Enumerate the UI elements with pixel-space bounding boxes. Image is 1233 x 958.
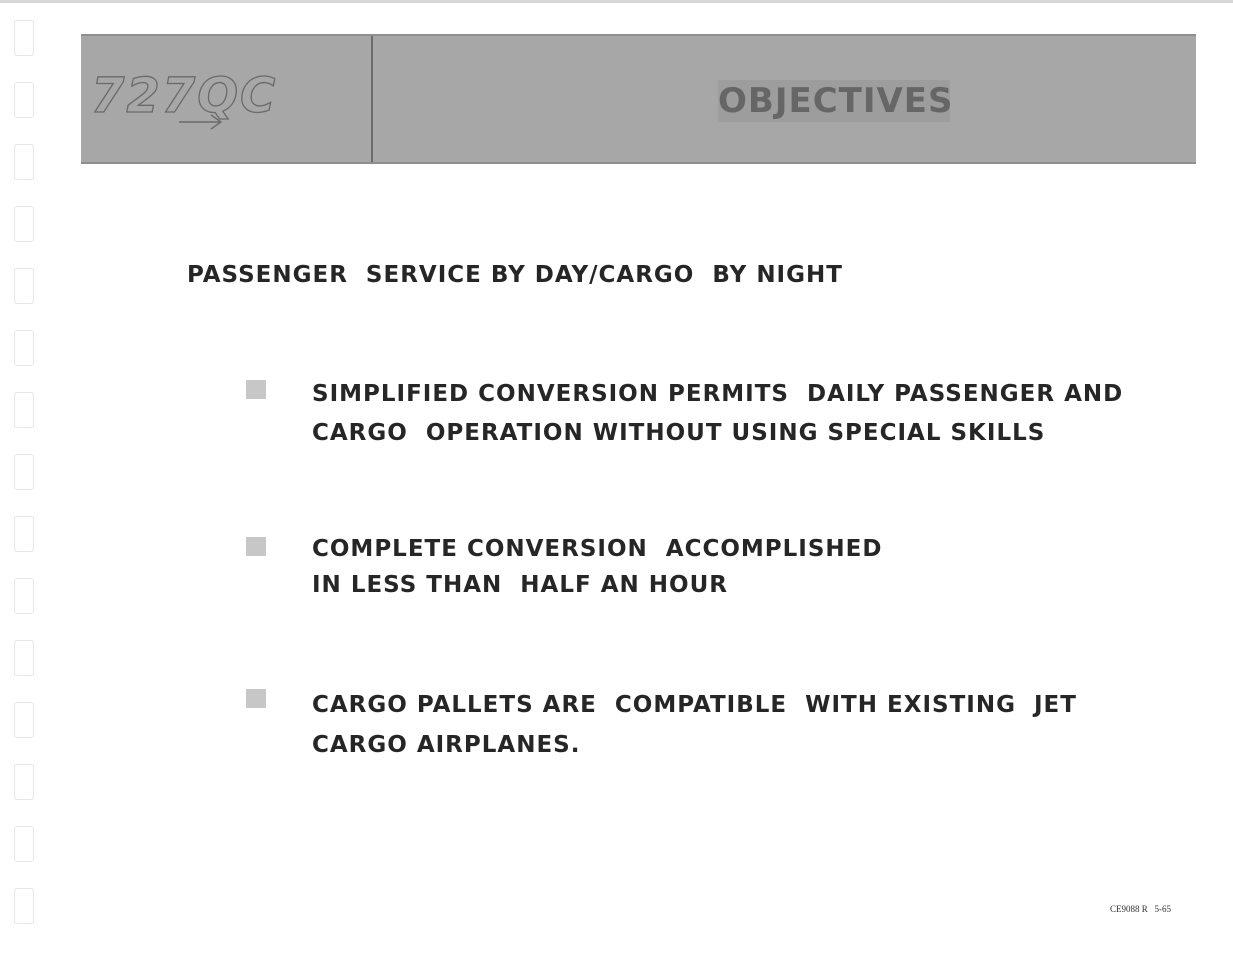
punch-hole: [14, 206, 34, 242]
punch-hole: [14, 826, 34, 862]
punch-hole: [14, 20, 34, 56]
punch-hole: [14, 82, 34, 118]
bullet-line: SIMPLIFIED CONVERSION PERMITS DAILY PASSENGER AND: [312, 381, 1124, 407]
punch-hole: [14, 888, 34, 924]
punch-hole: [14, 516, 34, 552]
header-banner: [81, 34, 1196, 164]
logo-arrow-icon: [91, 66, 356, 136]
logo-text: 727QC: [91, 68, 278, 124]
punch-hole: [14, 268, 34, 304]
punch-hole: [14, 330, 34, 366]
bullet-line: IN LESS THAN HALF AN HOUR: [312, 572, 728, 598]
title-box: [718, 80, 954, 122]
punch-hole: [14, 764, 34, 800]
document-code: CE9088 R 5-65: [1110, 904, 1172, 914]
bullet-line: CARGO PALLETS ARE COMPATIBLE WITH EXISTING JET: [312, 692, 1077, 718]
bullet-line: CARGO AIRPLANES.: [312, 732, 581, 758]
punch-hole: [14, 578, 34, 614]
intro-statement: PASSENGER SERVICE BY DAY/CARGO BY NIGHT: [187, 262, 843, 288]
logo-727qc: [91, 66, 356, 136]
bullet-item: [312, 531, 882, 603]
punch-hole: [14, 144, 34, 180]
punch-hole: [14, 392, 34, 428]
binder-punch-holes: [14, 20, 36, 940]
bullet-line: COMPLETE CONVERSION ACCOMPLISHED: [312, 536, 883, 562]
bullet-square: [246, 537, 266, 556]
bullet-line: CARGO OPERATION WITHOUT USING SPECIAL SKILLS: [312, 420, 1046, 446]
page-title: OBJECTIVES: [718, 81, 954, 121]
bullet-square: [246, 689, 266, 708]
bullet-item: [312, 685, 1077, 765]
page-top-edge: [0, 0, 1233, 3]
banner-divider: [371, 36, 373, 162]
bullet-item: [312, 375, 1123, 453]
punch-hole: [14, 454, 34, 490]
bullet-square: [246, 380, 266, 399]
punch-hole: [14, 702, 34, 738]
punch-hole: [14, 640, 34, 676]
